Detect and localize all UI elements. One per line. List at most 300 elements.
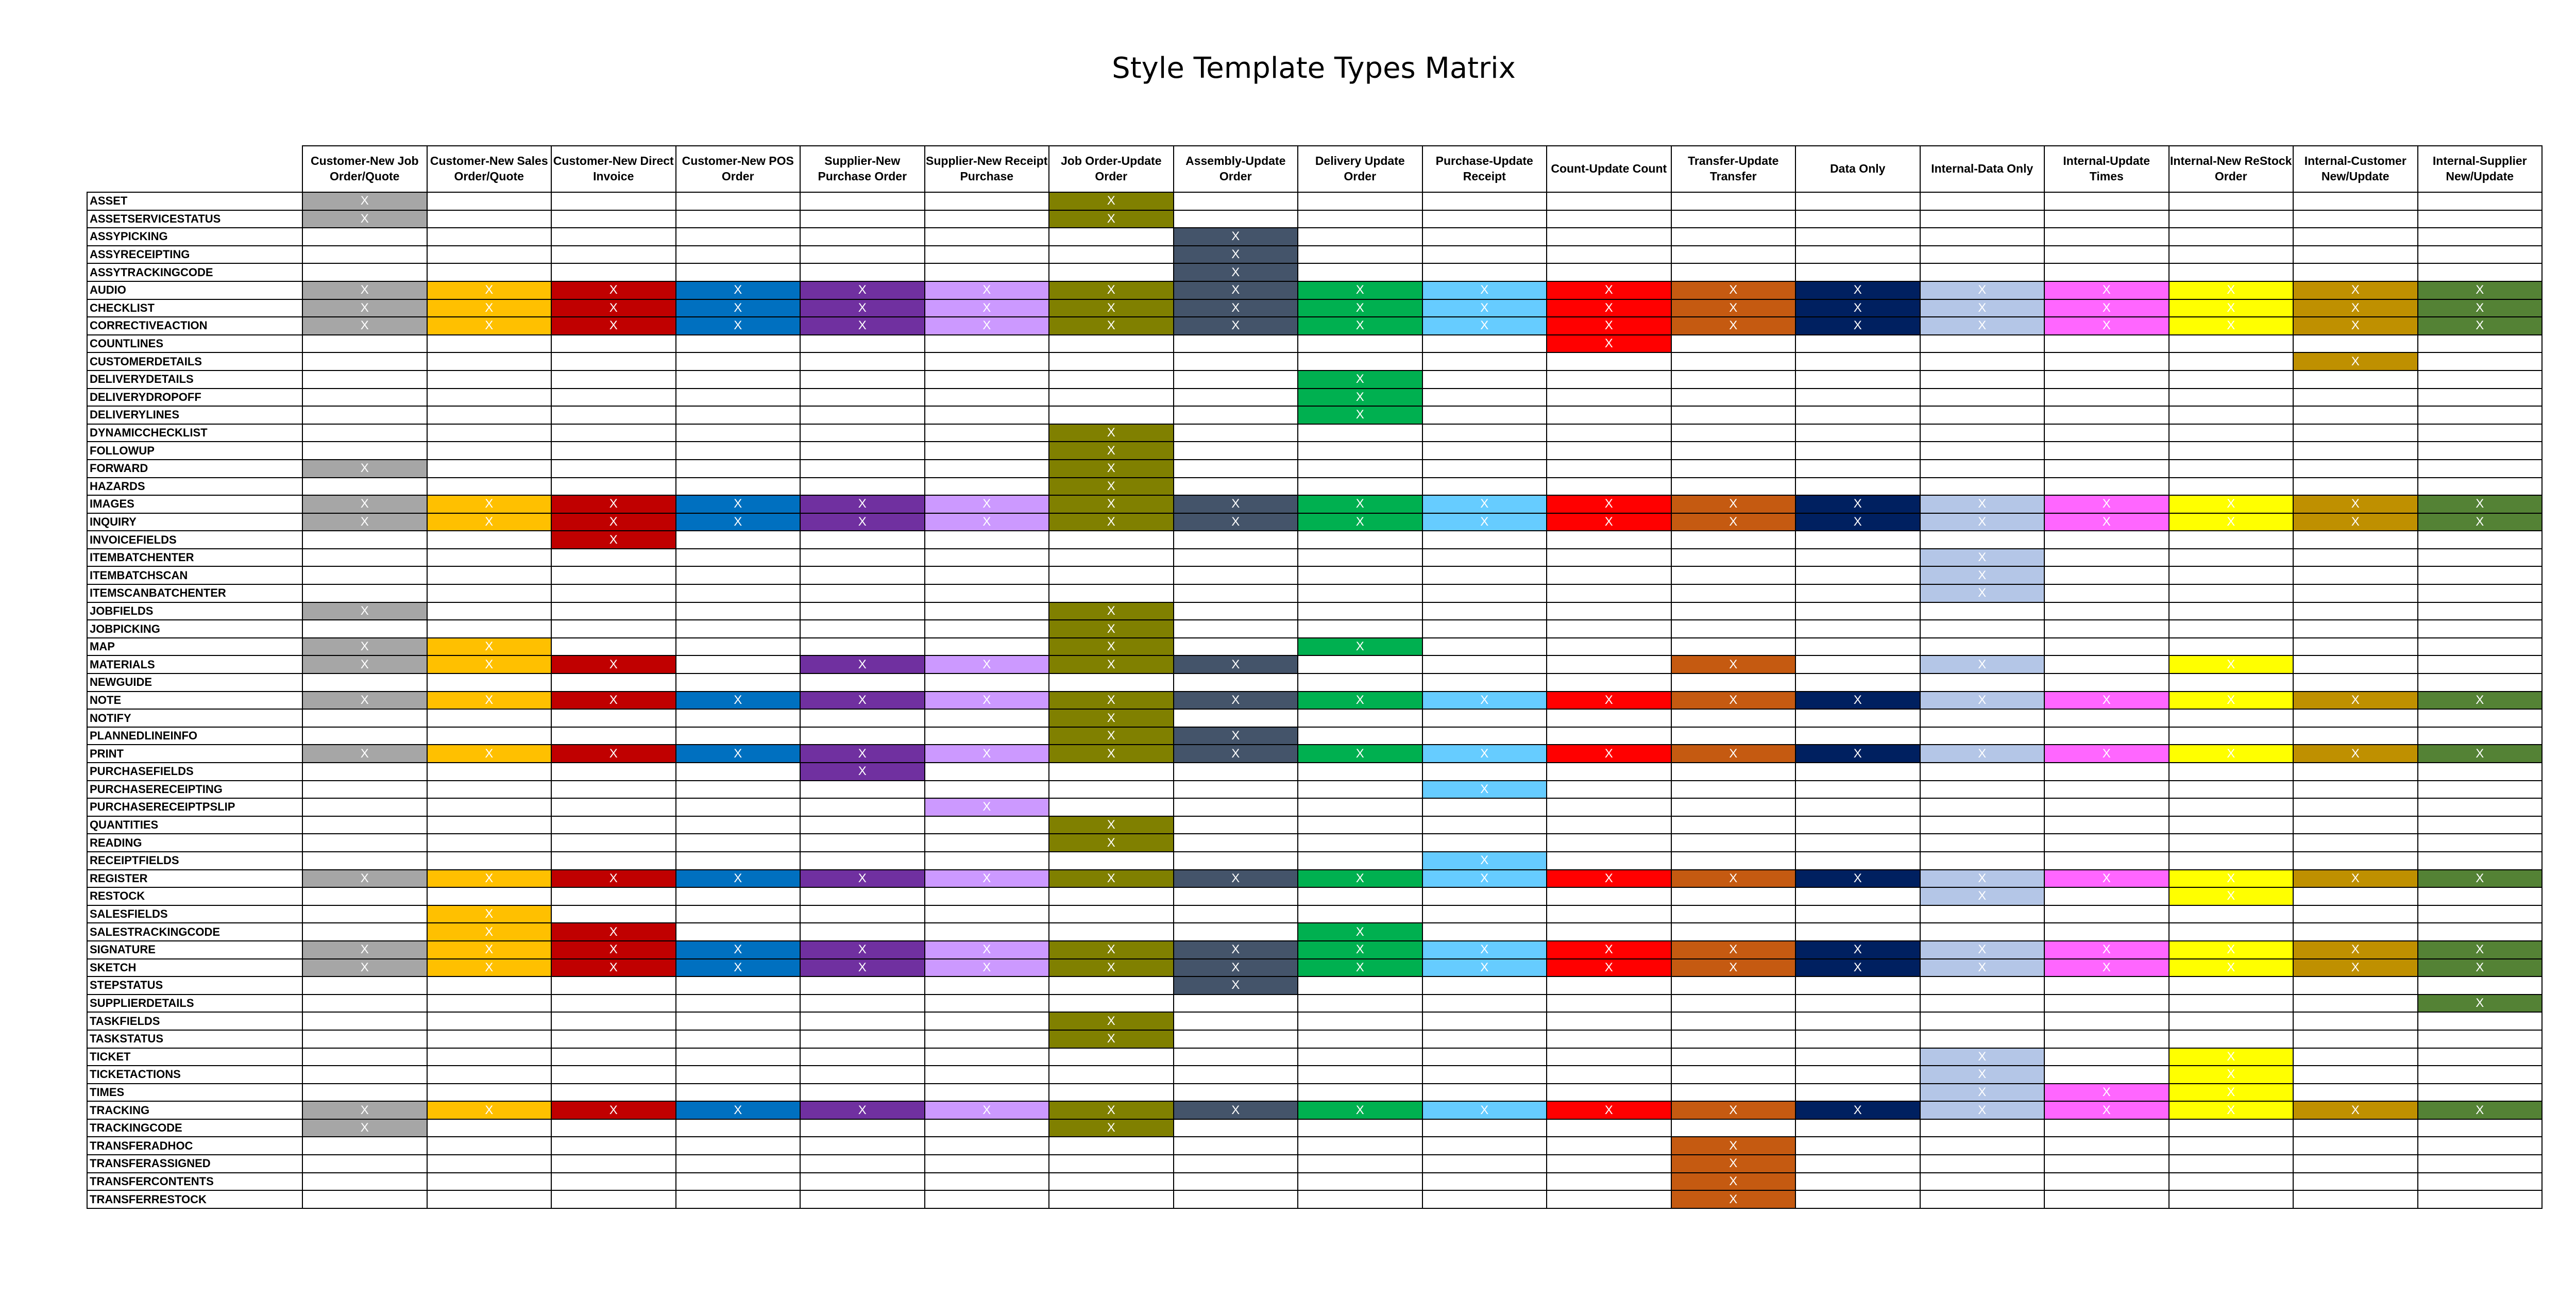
matrix-cell-empty — [1920, 335, 2045, 353]
table-row — [87, 389, 2542, 407]
table-row — [87, 513, 2542, 531]
matrix-cell-empty — [2169, 531, 2294, 549]
matrix-cell-empty — [1298, 798, 1422, 816]
matrix-cell-empty — [1795, 1119, 1920, 1137]
matrix-cell-empty — [1049, 406, 1174, 424]
matrix-cell-empty — [1174, 905, 1298, 923]
matrix-cell-marked: X — [302, 1119, 427, 1137]
matrix-cell-empty — [427, 1048, 552, 1066]
matrix-cell-marked: X — [2044, 692, 2169, 710]
matrix-cell-marked: X — [1920, 941, 2045, 959]
matrix-cell-empty — [1422, 566, 1547, 584]
matrix-cell-empty — [551, 1155, 676, 1173]
matrix-cell-empty — [1049, 887, 1174, 905]
table-row — [87, 816, 2542, 834]
matrix-cell-empty — [302, 1066, 427, 1084]
matrix-cell-empty — [1298, 834, 1422, 852]
matrix-cell-empty — [427, 1119, 552, 1137]
matrix-cell-marked: X — [1298, 923, 1422, 941]
matrix-cell-marked: X — [2418, 513, 2543, 531]
matrix-cell-marked: X — [1422, 781, 1547, 799]
matrix-cell-marked: X — [925, 281, 1049, 299]
matrix-cell-empty — [676, 798, 801, 816]
matrix-cell-empty — [2418, 263, 2543, 281]
row-label: INQUIRY — [87, 513, 302, 531]
matrix-cell-marked: X — [800, 959, 925, 977]
row-label: PURCHASERECEIPTPSLIP — [87, 798, 302, 816]
matrix-cell-empty — [925, 852, 1049, 870]
matrix-cell-empty — [2293, 478, 2418, 496]
matrix-cell-empty — [2293, 192, 2418, 210]
matrix-cell-empty — [1298, 1190, 1422, 1208]
matrix-cell-empty — [2044, 370, 2169, 389]
matrix-cell-empty — [2169, 1137, 2294, 1155]
matrix-cell-empty — [2169, 727, 2294, 745]
matrix-cell-empty — [800, 566, 925, 584]
matrix-cell-empty — [427, 210, 552, 228]
row-label: INVOICEFIELDS — [87, 531, 302, 549]
table-row — [87, 870, 2542, 888]
matrix-cell-empty — [1547, 478, 1671, 496]
matrix-cell-empty — [551, 263, 676, 281]
matrix-cell-marked: X — [302, 870, 427, 888]
matrix-cell-empty — [2293, 673, 2418, 692]
matrix-cell-empty — [1174, 834, 1298, 852]
matrix-cell-empty — [676, 584, 801, 602]
matrix-cell-empty — [925, 923, 1049, 941]
matrix-cell-marked: X — [1795, 692, 1920, 710]
matrix-cell-empty — [2418, 1173, 2543, 1191]
table-row — [87, 246, 2542, 264]
matrix-cell-empty — [2044, 620, 2169, 638]
matrix-cell-empty — [925, 210, 1049, 228]
matrix-cell-empty — [925, 335, 1049, 353]
matrix-cell-empty — [1298, 673, 1422, 692]
matrix-cell-empty — [551, 549, 676, 567]
matrix-cell-empty — [1422, 228, 1547, 246]
matrix-cell-empty — [1795, 1084, 1920, 1102]
matrix-cell-empty — [551, 1030, 676, 1048]
matrix-cell-empty — [2044, 335, 2169, 353]
matrix-cell-empty — [302, 406, 427, 424]
matrix-cell-empty — [1298, 210, 1422, 228]
matrix-cell-empty — [2418, 709, 2543, 727]
column-header: Internal-New ReStock Order — [2169, 146, 2294, 192]
matrix-cell-empty — [2044, 655, 2169, 673]
matrix-cell-empty — [676, 228, 801, 246]
matrix-cell-empty — [2044, 389, 2169, 407]
matrix-cell-empty — [551, 210, 676, 228]
matrix-cell-empty — [1174, 852, 1298, 870]
table-row — [87, 1012, 2542, 1030]
matrix-cell-marked: X — [925, 495, 1049, 513]
matrix-cell-empty — [676, 246, 801, 264]
matrix-cell-empty — [1422, 263, 1547, 281]
matrix-cell-empty — [2169, 478, 2294, 496]
matrix-cell-marked: X — [1298, 389, 1422, 407]
matrix-cell-empty — [676, 923, 801, 941]
matrix-cell-marked: X — [2169, 299, 2294, 317]
column-header-row — [87, 146, 2542, 192]
matrix-cell-marked: X — [1049, 299, 1174, 317]
matrix-cell-marked: X — [1422, 1101, 1547, 1119]
matrix-cell-marked: X — [1174, 263, 1298, 281]
matrix-cell-marked: X — [676, 317, 801, 335]
matrix-cell-empty — [427, 442, 552, 460]
header-corner — [87, 146, 302, 192]
matrix-cell-marked: X — [302, 602, 427, 620]
matrix-cell-empty — [2293, 424, 2418, 442]
matrix-cell-empty — [800, 673, 925, 692]
matrix-cell-marked: X — [1049, 317, 1174, 335]
matrix-cell-empty — [2293, 1137, 2418, 1155]
matrix-cell-empty — [1920, 192, 2045, 210]
matrix-cell-empty — [2169, 763, 2294, 781]
matrix-cell-empty — [2293, 798, 2418, 816]
matrix-cell-empty — [800, 442, 925, 460]
matrix-cell-marked: X — [1174, 495, 1298, 513]
matrix-cell-empty — [676, 995, 801, 1013]
matrix-cell-empty — [1174, 620, 1298, 638]
matrix-cell-empty — [925, 460, 1049, 478]
matrix-cell-empty — [800, 995, 925, 1013]
matrix-cell-empty — [1174, 1137, 1298, 1155]
matrix-cell-empty — [2418, 1030, 2543, 1048]
matrix-cell-marked: X — [1795, 870, 1920, 888]
matrix-cell-empty — [1920, 246, 2045, 264]
matrix-cell-empty — [1422, 424, 1547, 442]
matrix-cell-empty — [302, 228, 427, 246]
matrix-cell-empty — [2169, 798, 2294, 816]
matrix-cell-empty — [1920, 1137, 2045, 1155]
matrix-cell-empty — [427, 460, 552, 478]
matrix-cell-empty — [2293, 1030, 2418, 1048]
matrix-cell-empty — [1422, 406, 1547, 424]
matrix-cell-marked: X — [1671, 941, 1796, 959]
matrix-cell-marked: X — [1298, 406, 1422, 424]
matrix-cell-empty — [676, 1137, 801, 1155]
matrix-cell-marked: X — [1298, 317, 1422, 335]
matrix-cell-empty — [2418, 905, 2543, 923]
matrix-cell-marked: X — [1920, 549, 2045, 567]
matrix-cell-marked: X — [1795, 941, 1920, 959]
matrix-cell-empty — [800, 478, 925, 496]
matrix-cell-empty — [427, 352, 552, 370]
matrix-cell-empty — [800, 370, 925, 389]
matrix-cell-marked: X — [2044, 941, 2169, 959]
matrix-cell-empty — [2293, 923, 2418, 941]
matrix-cell-empty — [1795, 566, 1920, 584]
matrix-cell-empty — [1422, 995, 1547, 1013]
matrix-cell-empty — [1920, 976, 2045, 995]
matrix-cell-empty — [427, 406, 552, 424]
style-template-matrix — [87, 145, 2543, 1209]
column-header: Internal-Customer New/Update — [2293, 146, 2418, 192]
matrix-cell-marked: X — [1671, 495, 1796, 513]
matrix-cell-marked: X — [1422, 870, 1547, 888]
column-header: Delivery Update Order — [1298, 146, 1422, 192]
matrix-cell-empty — [925, 763, 1049, 781]
matrix-cell-empty — [2169, 816, 2294, 834]
matrix-cell-empty — [1671, 727, 1796, 745]
matrix-cell-empty — [2418, 566, 2543, 584]
matrix-cell-marked: X — [1920, 299, 2045, 317]
matrix-cell-empty — [2169, 335, 2294, 353]
matrix-cell-marked: X — [1174, 299, 1298, 317]
matrix-cell-empty — [1547, 620, 1671, 638]
matrix-cell-marked: X — [1547, 335, 1671, 353]
matrix-cell-empty — [1920, 406, 2045, 424]
matrix-cell-empty — [1298, 549, 1422, 567]
matrix-cell-empty — [1298, 655, 1422, 673]
matrix-cell-empty — [800, 1012, 925, 1030]
table-row — [87, 299, 2542, 317]
matrix-cell-empty — [800, 798, 925, 816]
matrix-cell-empty — [676, 1173, 801, 1191]
matrix-cell-empty — [2169, 1190, 2294, 1208]
matrix-cell-marked: X — [1049, 1101, 1174, 1119]
matrix-cell-empty — [1298, 602, 1422, 620]
matrix-cell-empty — [676, 1119, 801, 1137]
matrix-cell-marked: X — [551, 299, 676, 317]
matrix-cell-empty — [1920, 352, 2045, 370]
matrix-cell-empty — [1298, 1119, 1422, 1137]
matrix-cell-marked: X — [2169, 1084, 2294, 1102]
matrix-cell-empty — [925, 709, 1049, 727]
matrix-cell-empty — [1920, 263, 2045, 281]
table-row — [87, 763, 2542, 781]
matrix-cell-empty — [1547, 1119, 1671, 1137]
matrix-cell-marked: X — [1547, 317, 1671, 335]
matrix-cell-empty — [925, 192, 1049, 210]
matrix-cell-empty — [925, 442, 1049, 460]
matrix-cell-empty — [1049, 549, 1174, 567]
matrix-cell-empty — [1298, 816, 1422, 834]
matrix-cell-empty — [1671, 852, 1796, 870]
matrix-cell-marked: X — [1920, 887, 2045, 905]
matrix-cell-empty — [1671, 781, 1796, 799]
row-label: QUANTITIES — [87, 816, 302, 834]
matrix-cell-empty — [302, 709, 427, 727]
matrix-cell-marked: X — [1671, 745, 1796, 763]
matrix-cell-empty — [2293, 620, 2418, 638]
matrix-cell-empty — [2418, 923, 2543, 941]
matrix-cell-empty — [925, 1173, 1049, 1191]
matrix-cell-empty — [551, 905, 676, 923]
matrix-cell-empty — [2293, 1155, 2418, 1173]
matrix-cell-empty — [1795, 781, 1920, 799]
matrix-cell-empty — [1920, 1173, 2045, 1191]
matrix-cell-marked: X — [925, 692, 1049, 710]
matrix-cell-empty — [2418, 549, 2543, 567]
matrix-cell-empty — [2044, 1137, 2169, 1155]
matrix-cell-marked: X — [1920, 959, 2045, 977]
matrix-cell-marked: X — [1422, 495, 1547, 513]
matrix-cell-empty — [2293, 1190, 2418, 1208]
matrix-cell-empty — [2044, 602, 2169, 620]
matrix-cell-marked: X — [551, 692, 676, 710]
matrix-cell-empty — [1920, 1030, 2045, 1048]
matrix-cell-marked: X — [302, 513, 427, 531]
matrix-cell-empty — [1547, 852, 1671, 870]
matrix-cell-empty — [1174, 1119, 1298, 1137]
matrix-cell-empty — [551, 1137, 676, 1155]
matrix-cell-empty — [2044, 584, 2169, 602]
matrix-cell-empty — [800, 263, 925, 281]
matrix-cell-empty — [427, 887, 552, 905]
row-label: ASSETSERVICESTATUS — [87, 210, 302, 228]
matrix-cell-empty — [551, 638, 676, 656]
matrix-cell-empty — [1422, 976, 1547, 995]
matrix-cell-empty — [2169, 923, 2294, 941]
matrix-cell-empty — [551, 1119, 676, 1137]
matrix-cell-empty — [1671, 406, 1796, 424]
matrix-cell-empty — [1547, 763, 1671, 781]
matrix-cell-empty — [676, 406, 801, 424]
row-label: TRANSFERADHOC — [87, 1137, 302, 1155]
matrix-cell-empty — [1671, 210, 1796, 228]
matrix-cell-empty — [2293, 1173, 2418, 1191]
matrix-cell-empty — [2418, 1119, 2543, 1137]
matrix-cell-empty — [2418, 352, 2543, 370]
matrix-cell-empty — [925, 246, 1049, 264]
table-row — [87, 602, 2542, 620]
matrix-cell-empty — [302, 852, 427, 870]
matrix-cell-marked: X — [2418, 995, 2543, 1013]
matrix-cell-empty — [2418, 763, 2543, 781]
matrix-cell-empty — [1795, 1137, 1920, 1155]
matrix-cell-empty — [1174, 709, 1298, 727]
matrix-cell-empty — [2418, 1048, 2543, 1066]
matrix-cell-marked: X — [1049, 727, 1174, 745]
matrix-cell-marked: X — [676, 495, 801, 513]
matrix-cell-empty — [1920, 852, 2045, 870]
matrix-cell-empty — [1795, 531, 1920, 549]
matrix-cell-empty — [1920, 424, 2045, 442]
matrix-cell-empty — [1547, 1137, 1671, 1155]
matrix-cell-empty — [1920, 816, 2045, 834]
matrix-cell-empty — [1920, 923, 2045, 941]
matrix-cell-empty — [1920, 531, 2045, 549]
matrix-cell-empty — [2044, 228, 2169, 246]
matrix-cell-empty — [1174, 1173, 1298, 1191]
matrix-cell-empty — [1298, 263, 1422, 281]
matrix-cell-empty — [2418, 816, 2543, 834]
table-row — [87, 1137, 2542, 1155]
matrix-cell-empty — [1298, 335, 1422, 353]
matrix-cell-empty — [2418, 531, 2543, 549]
matrix-cell-empty — [2293, 976, 2418, 995]
matrix-cell-empty — [1298, 478, 1422, 496]
matrix-cell-marked: X — [1920, 1101, 2045, 1119]
matrix-cell-empty — [551, 1048, 676, 1066]
matrix-cell-empty — [2044, 709, 2169, 727]
matrix-cell-empty — [925, 1012, 1049, 1030]
matrix-cell-marked: X — [1671, 1190, 1796, 1208]
matrix-cell-empty — [427, 228, 552, 246]
matrix-cell-marked: X — [427, 281, 552, 299]
matrix-cell-empty — [1422, 1084, 1547, 1102]
matrix-cell-marked: X — [302, 281, 427, 299]
matrix-cell-empty — [551, 798, 676, 816]
matrix-cell-empty — [427, 1084, 552, 1102]
matrix-cell-empty — [1547, 424, 1671, 442]
matrix-cell-empty — [1422, 1137, 1547, 1155]
matrix-cell-empty — [2169, 406, 2294, 424]
matrix-cell-marked: X — [1547, 299, 1671, 317]
matrix-cell-empty — [1422, 192, 1547, 210]
matrix-cell-empty — [1547, 1190, 1671, 1208]
matrix-cell-marked: X — [800, 763, 925, 781]
row-label: PRINT — [87, 745, 302, 763]
table-row — [87, 549, 2542, 567]
matrix-cell-empty — [2418, 246, 2543, 264]
matrix-cell-empty — [427, 620, 552, 638]
matrix-cell-marked: X — [676, 745, 801, 763]
matrix-cell-empty — [676, 905, 801, 923]
matrix-cell-marked: X — [551, 1101, 676, 1119]
matrix-cell-empty — [1671, 602, 1796, 620]
matrix-cell-empty — [2418, 389, 2543, 407]
matrix-cell-marked: X — [2293, 1101, 2418, 1119]
row-label: TRACKINGCODE — [87, 1119, 302, 1137]
matrix-cell-marked: X — [551, 531, 676, 549]
matrix-cell-empty — [1795, 263, 1920, 281]
matrix-cell-empty — [1422, 1012, 1547, 1030]
matrix-cell-empty — [2293, 1012, 2418, 1030]
column-header: Job Order-Update Order — [1049, 146, 1174, 192]
matrix-cell-empty — [1298, 727, 1422, 745]
matrix-cell-empty — [925, 584, 1049, 602]
row-label: NEWGUIDE — [87, 673, 302, 692]
table-row — [87, 1190, 2542, 1208]
matrix-cell-empty — [1298, 763, 1422, 781]
row-label: MATERIALS — [87, 655, 302, 673]
matrix-cell-empty — [1422, 1066, 1547, 1084]
matrix-cell-empty — [1547, 370, 1671, 389]
matrix-cell-empty — [800, 1119, 925, 1137]
matrix-cell-empty — [1174, 210, 1298, 228]
matrix-cell-empty — [1795, 602, 1920, 620]
matrix-cell-marked: X — [1671, 870, 1796, 888]
matrix-cell-empty — [1049, 389, 1174, 407]
matrix-cell-empty — [2044, 798, 2169, 816]
matrix-cell-empty — [302, 549, 427, 567]
matrix-cell-empty — [2293, 246, 2418, 264]
matrix-cell-marked: X — [302, 1101, 427, 1119]
matrix-cell-marked: X — [1174, 317, 1298, 335]
matrix-cell-marked: X — [2293, 495, 2418, 513]
matrix-cell-empty — [2418, 442, 2543, 460]
matrix-cell-empty — [1298, 442, 1422, 460]
matrix-cell-empty — [800, 887, 925, 905]
matrix-cell-empty — [1795, 976, 1920, 995]
matrix-cell-marked: X — [302, 941, 427, 959]
matrix-cell-empty — [2044, 1048, 2169, 1066]
matrix-cell-empty — [1795, 798, 1920, 816]
matrix-cell-empty — [676, 655, 801, 673]
row-label: ASSYTRACKINGCODE — [87, 263, 302, 281]
matrix-cell-empty — [1298, 1084, 1422, 1102]
matrix-cell-empty — [800, 1190, 925, 1208]
matrix-cell-empty — [1547, 923, 1671, 941]
matrix-cell-empty — [1671, 228, 1796, 246]
matrix-cell-empty — [1174, 478, 1298, 496]
matrix-cell-empty — [551, 478, 676, 496]
matrix-cell-marked: X — [1049, 513, 1174, 531]
matrix-cell-empty — [551, 335, 676, 353]
matrix-cell-empty — [551, 584, 676, 602]
